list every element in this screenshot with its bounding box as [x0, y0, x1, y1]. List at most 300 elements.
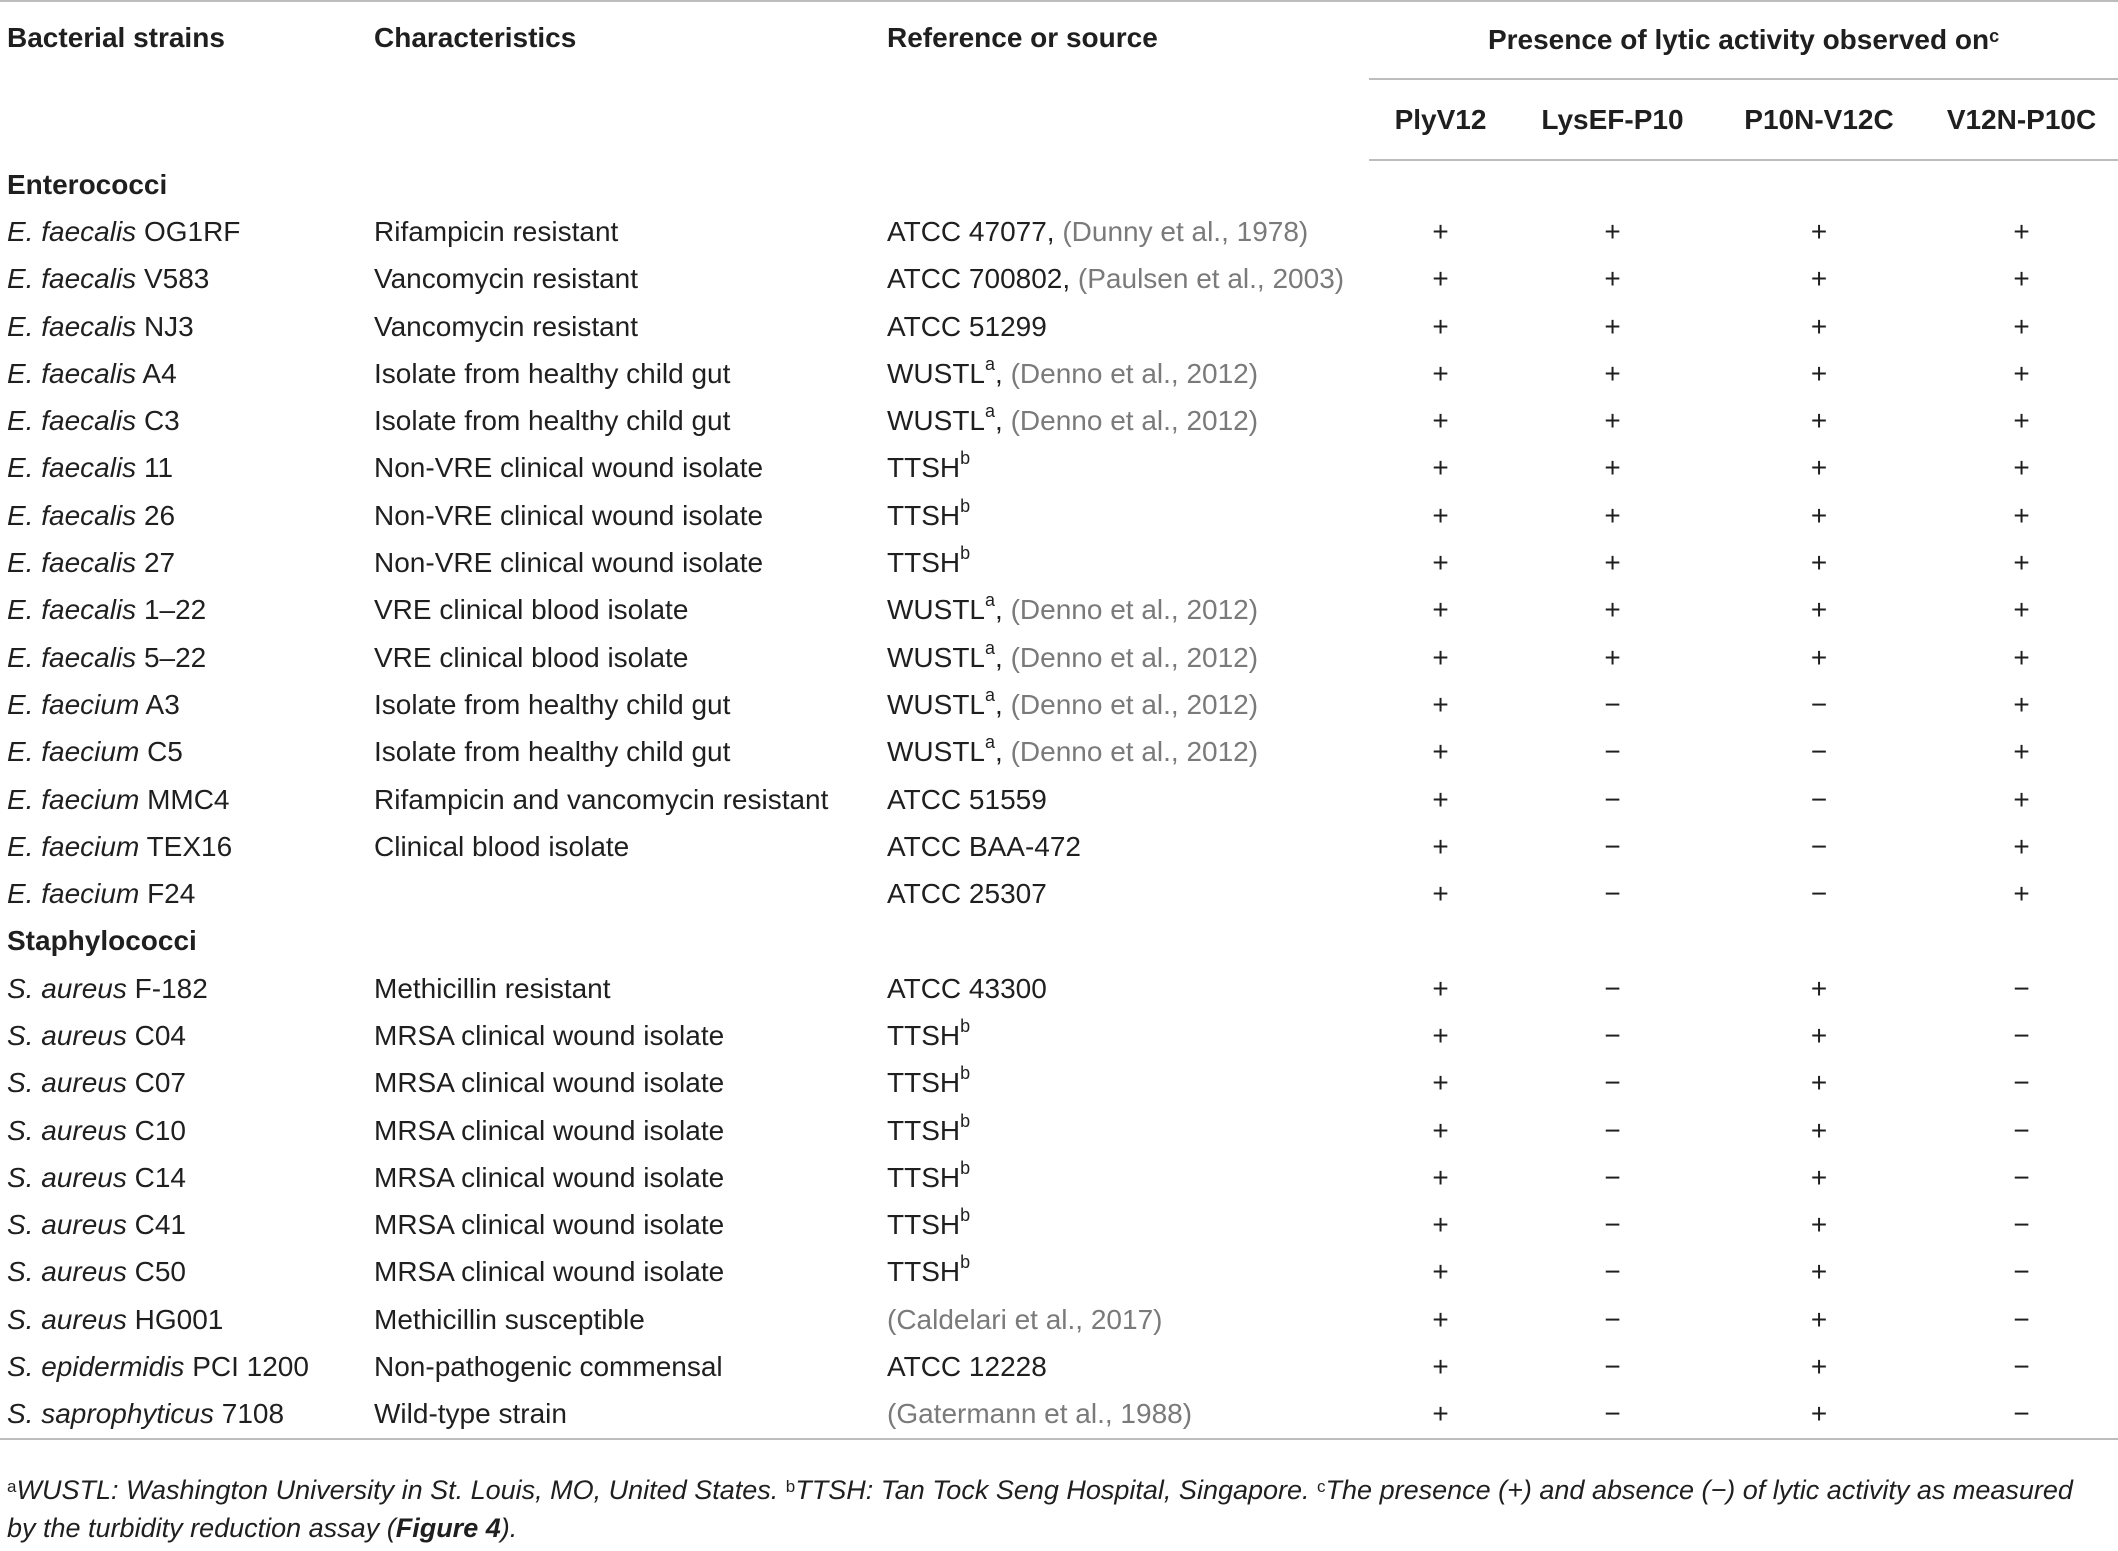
reference-cell [880, 445, 1369, 492]
header-lytic-sup: c [1989, 26, 2000, 46]
reference-cell [880, 1249, 1369, 1296]
group-label: Enterococci [7, 168, 168, 200]
lytic-activity-mark: − [1604, 736, 1621, 768]
species-name: S. aureus [7, 1114, 127, 1146]
header-lytic-activity [1369, 1, 2118, 80]
species-name: S. aureus [7, 1161, 127, 1193]
strain-cell [0, 208, 367, 255]
lytic-activity-mark: + [1810, 547, 1828, 579]
reference-footnote-marker: b [960, 543, 971, 564]
species-name: S. aureus [7, 1019, 127, 1051]
footnote-c-end: ). [500, 1513, 518, 1543]
reference-cell [880, 397, 1369, 444]
citation-link[interactable]: (Denno et al., 2012) [1010, 736, 1259, 768]
lytic-activity-mark: + [1432, 830, 1449, 862]
species-name: E. faecalis [7, 641, 137, 673]
lytic-activity-mark: − [1604, 878, 1621, 910]
reference-footnote-marker: a [985, 637, 996, 658]
characteristics-cell: Clinical blood isolate [374, 830, 630, 862]
table-row [0, 350, 2118, 397]
strain-cell [0, 1296, 367, 1343]
reference-cell [880, 303, 1369, 350]
characteristics-cell: Isolate from healthy child gut [374, 688, 731, 720]
lytic-activity-mark: − [1810, 736, 1828, 768]
reference-source: ATCC 12228 [887, 1351, 1047, 1383]
lytic-activity-mark: + [1810, 641, 1828, 673]
header-enzyme: LysEF-P10 [1512, 80, 1713, 160]
reference-cell [880, 681, 1369, 728]
strain-cell [0, 539, 367, 586]
strain-id: A3 [145, 688, 180, 720]
reference-source: WUSTL [887, 357, 985, 389]
lytic-activity-mark: + [2013, 452, 2030, 484]
lytic-activity-mark: − [2013, 1114, 2030, 1146]
table-row [0, 1343, 2118, 1390]
reference-source: ATCC 47077, [887, 215, 1063, 247]
table-row [0, 823, 2118, 870]
lytic-activity-mark: + [1810, 1351, 1828, 1383]
lytic-activity-mark: + [1810, 215, 1828, 247]
reference-cell [880, 729, 1369, 776]
header-reference: Reference or source [880, 1, 1369, 160]
strain-cell [0, 1202, 367, 1249]
reference-cell [880, 634, 1369, 681]
citation-link[interactable]: (Denno et al., 2012) [1010, 641, 1259, 673]
strain-id: C07 [134, 1067, 187, 1099]
characteristics-cell: Non-VRE clinical wound isolate [374, 452, 764, 484]
lytic-activity-mark: + [1810, 263, 1828, 295]
species-name: E. faecalis [7, 499, 137, 531]
citation-link[interactable]: (Denno et al., 2012) [1010, 405, 1259, 437]
citation-link[interactable]: (Denno et al., 2012) [1010, 357, 1259, 389]
species-name: E. faecium [7, 688, 140, 720]
characteristics-cell: Non-pathogenic commensal [374, 1351, 723, 1383]
strain-cell [0, 1249, 367, 1296]
table-row [0, 776, 2118, 823]
characteristics-cell: Wild-type strain [367, 1391, 880, 1439]
table-row [0, 681, 2118, 728]
lytic-activity-mark: − [2013, 972, 2030, 1004]
lytic-activity-mark: + [2013, 688, 2030, 720]
species-name: E. faecalis [7, 405, 137, 437]
lytic-activity-mark: + [1432, 641, 1449, 673]
table-row [0, 539, 2118, 586]
characteristics-cell: VRE clinical blood isolate [374, 594, 689, 626]
strain-id: MMC4 [147, 783, 230, 815]
reference-source: WUSTL [887, 594, 985, 626]
strain-cell [0, 634, 367, 681]
lytic-activity-mark: − [1604, 1303, 1621, 1335]
reference-cell [880, 870, 1369, 917]
lytic-activity-mark: − [1604, 1256, 1621, 1288]
strain-id: F-182 [134, 972, 208, 1004]
lytic-activity-mark: + [2013, 783, 2030, 815]
lytic-activity-mark: + [1432, 452, 1449, 484]
strain-cell [0, 1107, 367, 1154]
footnote-a-marker: a [7, 1477, 17, 1496]
table-row [0, 587, 2118, 634]
lytic-activity-mark: − [2013, 1303, 2030, 1335]
lytic-activity-mark: + [2013, 215, 2030, 247]
table-row [0, 1391, 2118, 1439]
table-row [0, 1060, 2118, 1107]
strain-cell [0, 303, 367, 350]
lytic-activity-mark: + [1604, 263, 1621, 295]
footnote-c-text: The presence (+) and absence (−) of lytic activity as measured by the turbidity reduction assay ( [7, 1475, 2073, 1543]
species-name: E. faecium [7, 736, 140, 768]
lytic-activity-mark: + [1810, 1161, 1828, 1193]
lytic-activity-mark: + [1810, 1209, 1828, 1241]
species-name: S. aureus [7, 972, 127, 1004]
reference-source: TTSH [887, 1019, 961, 1051]
lytic-activity-mark: − [1604, 830, 1621, 862]
lytic-activity-mark: + [2013, 878, 2030, 910]
reference-source: TTSH [887, 547, 961, 579]
strain-id: TEX16 [146, 830, 233, 862]
reference-cell [880, 539, 1369, 586]
lytic-activity-mark: + [1604, 405, 1621, 437]
reference-cell [880, 776, 1369, 823]
reference-footnote-marker: b [960, 1205, 971, 1226]
reference-source: ATCC 25307 [887, 878, 1047, 910]
strain-cell [0, 681, 367, 728]
lytic-activity-mark: − [2013, 1351, 2030, 1383]
reference-separator: , [995, 736, 1011, 768]
species-name: E. faecalis [7, 594, 137, 626]
lytic-activity-mark: + [2013, 736, 2030, 768]
lytic-activity-mark: + [1604, 547, 1621, 579]
lytic-activity-mark: + [1713, 1391, 1925, 1439]
reference-cell [880, 965, 1369, 1012]
lytic-activity-mark: + [1432, 1067, 1449, 1099]
lytic-activity-mark: − [1512, 1391, 1713, 1439]
strain-id: 27 [143, 547, 176, 579]
header-enzyme: P10N-V12C [1713, 80, 1925, 160]
species-name: E. faecalis [7, 310, 137, 342]
footnote-b-marker: b [785, 1477, 796, 1496]
species-name: E. faecium [7, 783, 140, 815]
header-enzyme: PlyV12 [1369, 80, 1512, 160]
reference-cell [880, 1296, 1369, 1343]
strain-id: C10 [134, 1114, 187, 1146]
citation-link[interactable]: (Gatermann et al., 1988) [887, 1398, 1193, 1430]
reference-source: ATCC 43300 [887, 972, 1047, 1004]
table-row [0, 634, 2118, 681]
lytic-activity-mark: + [1432, 405, 1449, 437]
lytic-activity-mark: − [1604, 1067, 1621, 1099]
reference-footnote-marker: b [960, 495, 971, 516]
species-name: E. faecalis [7, 357, 137, 389]
species-name: E. faecalis [7, 263, 137, 295]
header-strains: Bacterial strains [0, 1, 367, 160]
footnote-c-marker: c [1317, 1477, 1326, 1496]
lytic-activity-mark: + [1810, 972, 1828, 1004]
reference-source: ATCC BAA-472 [887, 830, 1081, 862]
strain-cell [0, 965, 367, 1012]
strain-cell [0, 350, 367, 397]
reference-cell [880, 256, 1369, 303]
strain-id: HG001 [134, 1303, 224, 1335]
table-row [0, 1296, 2118, 1343]
table-row [0, 445, 2118, 492]
citation-link[interactable]: (Dunny et al., 1978) [1062, 215, 1309, 247]
reference-source: TTSH [887, 452, 961, 484]
strain-id: 5–22 [143, 641, 207, 673]
lytic-activity-mark: + [1604, 215, 1621, 247]
reference-cell [880, 1202, 1369, 1249]
species-name: S. aureus [7, 1067, 127, 1099]
reference-footnote-marker: a [985, 401, 996, 422]
lytic-activity-mark: + [2013, 594, 2030, 626]
lytic-activity-mark: + [1810, 1303, 1828, 1335]
lytic-activity-mark: + [1432, 972, 1449, 1004]
lytic-activity-mark: + [1604, 594, 1621, 626]
species-name: E. faecium [7, 878, 140, 910]
lytic-activity-mark: + [1432, 1161, 1449, 1193]
lytic-activity-mark: + [1432, 215, 1449, 247]
species-name: E. faecalis [7, 452, 137, 484]
strain-id: NJ3 [143, 310, 194, 342]
lytic-activity-mark: + [1432, 1114, 1449, 1146]
table-row [0, 1202, 2118, 1249]
lytic-activity-mark: − [1604, 783, 1621, 815]
characteristics-cell: Non-VRE clinical wound isolate [374, 547, 764, 579]
lytic-activity-mark: + [2013, 357, 2030, 389]
strain-id: C5 [147, 736, 183, 768]
lytic-activity-mark: + [1810, 499, 1828, 531]
strain-cell [0, 397, 367, 444]
lytic-activity-mark: − [1604, 1019, 1621, 1051]
table-row [0, 1154, 2118, 1201]
reference-footnote-marker: b [960, 1110, 971, 1131]
table-row [0, 729, 2118, 776]
lytic-activity-mark: − [1604, 688, 1621, 720]
reference-cell [880, 1154, 1369, 1201]
lytic-activity-mark: + [1432, 263, 1449, 295]
strain-id: C3 [143, 405, 180, 437]
reference-cell [880, 350, 1369, 397]
reference-cell [880, 1060, 1369, 1107]
strain-cell [0, 256, 367, 303]
lytic-activity-mark: + [2013, 263, 2030, 295]
strain-cell [0, 1391, 367, 1439]
table-row [0, 256, 2118, 303]
reference-source: TTSH [887, 1209, 961, 1241]
footnote-figure-link[interactable]: Figure 4 [395, 1513, 501, 1543]
table-row [0, 965, 2118, 1012]
reference-source: TTSH [887, 499, 961, 531]
reference-source: ATCC 700802, [887, 263, 1078, 295]
lytic-activity-mark: + [1432, 1209, 1449, 1241]
strain-cell [0, 1060, 367, 1107]
characteristics-cell: MRSA clinical wound isolate [374, 1256, 725, 1288]
reference-cell [880, 823, 1369, 870]
reference-source: ATCC 51299 [887, 310, 1047, 342]
table-body [0, 160, 2118, 1439]
characteristics-cell [367, 870, 880, 917]
strain-id: C14 [134, 1161, 187, 1193]
characteristics-cell: Isolate from healthy child gut [374, 736, 731, 768]
lytic-activity-mark: + [2013, 405, 2030, 437]
strain-cell [0, 870, 367, 917]
lytic-activity-mark: + [1604, 452, 1621, 484]
characteristics-cell: Vancomycin resistant [374, 310, 639, 342]
species-name: E. faecalis [7, 547, 137, 579]
lytic-activity-mark: − [2013, 1067, 2030, 1099]
reference-source: WUSTL [887, 736, 985, 768]
strain-id: F24 [147, 878, 196, 910]
strain-id: V583 [143, 263, 210, 295]
lytic-activity-mark: + [1810, 310, 1828, 342]
reference-separator: , [995, 405, 1011, 437]
strain-cell [0, 823, 367, 870]
lytic-activity-mark: + [1810, 452, 1828, 484]
reference-cell [880, 1343, 1369, 1390]
reference-footnote-marker: b [960, 1015, 971, 1036]
species-name: S. aureus [7, 1209, 127, 1241]
lytic-activity-mark: + [1810, 1019, 1828, 1051]
lytic-activity-mark: + [1810, 1114, 1828, 1146]
strain-id: C04 [134, 1019, 187, 1051]
lytic-activity-mark: + [1432, 878, 1449, 910]
reference-footnote-marker: a [985, 684, 996, 705]
citation-link[interactable]: (Denno et al., 2012) [1010, 688, 1259, 720]
group-label: Staphylococci [7, 925, 197, 957]
table-row [0, 303, 2118, 350]
lytic-activity-mark: + [1604, 499, 1621, 531]
reference-source: WUSTL [887, 688, 985, 720]
reference-source: TTSH [887, 1067, 961, 1099]
table-footnote [7, 1471, 2107, 1547]
header-lytic-title: Presence of lytic activity observed on [1487, 24, 1990, 55]
lytic-activity-mark: − [1604, 972, 1621, 1004]
strain-cell [0, 492, 367, 539]
characteristics-cell: MRSA clinical wound isolate [374, 1161, 725, 1193]
lytic-activity-mark: + [2013, 830, 2030, 862]
lytic-activity-mark: + [1432, 1256, 1449, 1288]
table-row [0, 1012, 2118, 1059]
lytic-activity-mark: + [1432, 547, 1449, 579]
lytic-activity-mark: − [1604, 1351, 1621, 1383]
reference-separator: , [995, 594, 1011, 626]
strain-id: 7108 [221, 1398, 285, 1430]
citation-link[interactable]: (Denno et al., 2012) [1010, 594, 1259, 626]
lytic-activity-mark: + [1369, 1391, 1512, 1439]
citation-link[interactable]: (Paulsen et al., 2003) [1077, 263, 1345, 295]
lytic-activity-mark: + [1604, 357, 1621, 389]
reference-footnote-marker: b [960, 1157, 971, 1178]
lytic-activity-mark: + [2013, 641, 2030, 673]
strain-id: 26 [143, 499, 176, 531]
lytic-activity-mark: + [1810, 357, 1828, 389]
lytic-activity-mark: + [1432, 357, 1449, 389]
reference-footnote-marker: b [960, 1252, 971, 1273]
strain-cell [0, 587, 367, 634]
reference-separator: , [995, 688, 1011, 720]
lytic-activity-mark: + [1432, 688, 1449, 720]
lytic-activity-mark: − [1604, 1161, 1621, 1193]
lytic-activity-mark: − [1925, 1391, 2118, 1439]
reference-footnote-marker: a [985, 732, 996, 753]
strain-id: 1–22 [143, 594, 207, 626]
lytic-activity-mark: + [1432, 1351, 1449, 1383]
lytic-activity-mark: + [1810, 594, 1828, 626]
lytic-activity-mark: − [1604, 1114, 1621, 1146]
characteristics-cell: Vancomycin resistant [374, 263, 639, 295]
strain-id: 11 [143, 452, 174, 484]
species-name: S. aureus [7, 1303, 127, 1335]
lytic-activity-mark: + [1810, 1067, 1828, 1099]
footnote-b-text: TTSH: Tan Tock Seng Hospital, Singapore. [795, 1475, 1310, 1505]
species-name: E. faecium [7, 830, 140, 862]
characteristics-cell: MRSA clinical wound isolate [374, 1019, 725, 1051]
strain-cell [0, 1343, 367, 1390]
lytic-activity-mark: − [1810, 783, 1828, 815]
reference-separator: , [995, 641, 1011, 673]
header-enzyme: V12N-P10C [1925, 80, 2118, 160]
group-row [0, 918, 2118, 965]
reference-cell [880, 1012, 1369, 1059]
reference-cell [880, 492, 1369, 539]
lytic-activity-mark: + [1432, 310, 1449, 342]
lytic-activity-mark: − [1810, 688, 1828, 720]
characteristics-cell: Rifampicin and vancomycin resistant [374, 783, 829, 815]
species-name: S. epidermidis [7, 1351, 185, 1383]
strain-id: C50 [134, 1256, 187, 1288]
characteristics-cell: VRE clinical blood isolate [374, 641, 689, 673]
characteristics-cell: Isolate from healthy child gut [374, 357, 731, 389]
reference-cell [880, 1391, 1369, 1439]
characteristics-cell: Methicillin resistant [374, 972, 611, 1004]
lytic-activity-mark: + [2013, 499, 2030, 531]
reference-footnote-marker: a [985, 353, 996, 374]
strain-cell [0, 729, 367, 776]
lytic-activity-mark: + [1432, 736, 1449, 768]
reference-source: TTSH [887, 1256, 961, 1288]
species-name: S. saprophyticus [7, 1398, 214, 1430]
lytic-activity-mark: + [2013, 310, 2030, 342]
lytic-activity-mark: − [1810, 830, 1828, 862]
lytic-activity-mark: + [1810, 405, 1828, 437]
characteristics-cell: Non-VRE clinical wound isolate [374, 499, 764, 531]
characteristics-cell: Rifampicin resistant [374, 215, 619, 247]
footnote-a-text: WUSTL: Washington University in St. Louis, MO, United States. [16, 1475, 779, 1505]
citation-link[interactable]: (Caldelari et al., 2017) [887, 1303, 1163, 1335]
characteristics-cell: MRSA clinical wound isolate [374, 1114, 725, 1146]
strain-id: A4 [142, 357, 177, 389]
lytic-activity-mark: − [2013, 1256, 2030, 1288]
strain-id: PCI 1200 [192, 1351, 309, 1383]
lytic-activity-mark: + [1432, 1303, 1449, 1335]
table-row [0, 208, 2118, 255]
characteristics-cell: Methicillin susceptible [374, 1303, 645, 1335]
reference-separator: , [995, 357, 1011, 389]
group-row [0, 160, 2118, 208]
reference-footnote-marker: a [985, 590, 996, 611]
table-row [0, 1249, 2118, 1296]
reference-source: TTSH [887, 1114, 961, 1146]
reference-cell [880, 208, 1369, 255]
reference-footnote-marker: b [960, 1063, 971, 1084]
lytic-activity-mark: − [1810, 878, 1828, 910]
reference-source: WUSTL [887, 641, 985, 673]
characteristics-cell: MRSA clinical wound isolate [374, 1209, 725, 1241]
lytic-activity-mark: + [1432, 594, 1449, 626]
strain-cell [0, 1154, 367, 1201]
lytic-activity-mark: − [1604, 1209, 1621, 1241]
characteristics-cell: MRSA clinical wound isolate [374, 1067, 725, 1099]
species-name: S. aureus [7, 1256, 127, 1288]
